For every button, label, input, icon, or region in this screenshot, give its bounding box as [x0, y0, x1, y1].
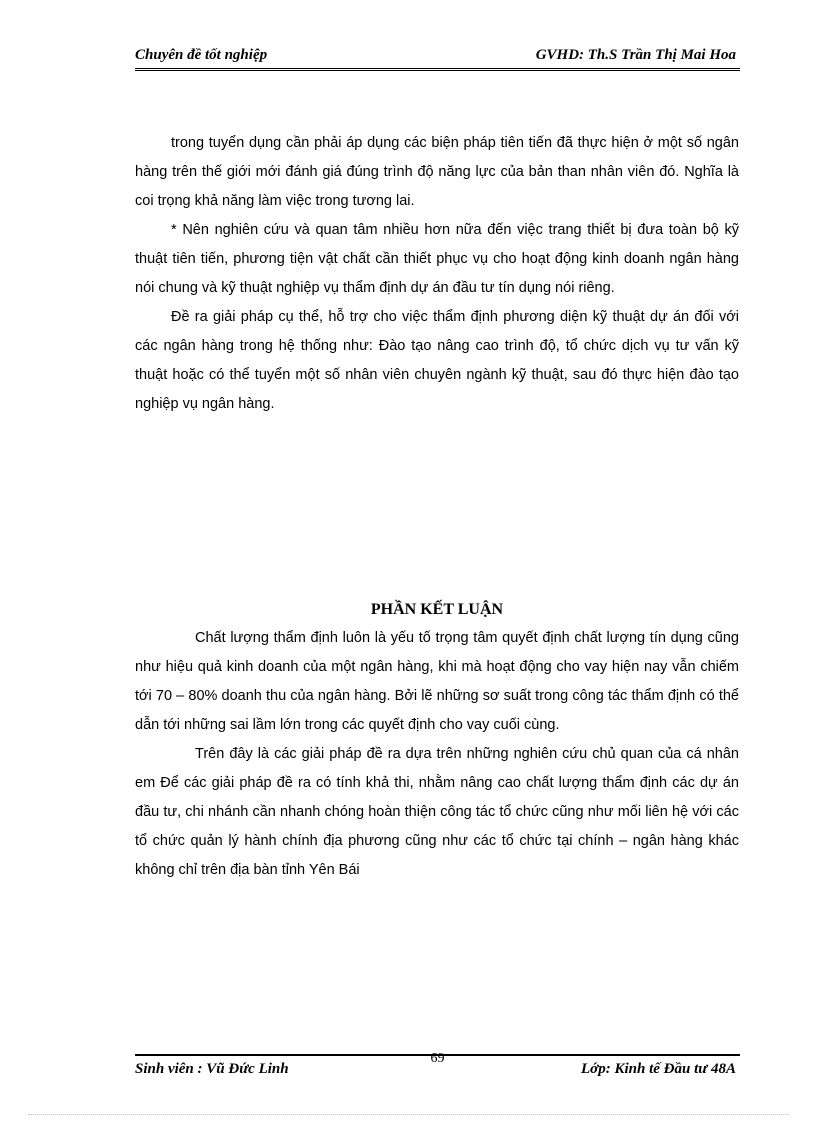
- paragraph: Chất lượng thẩm định luôn là yếu tố trọng tâm quyết định chất lượng tín dụng cũng như hiệu quả kinh doanh của một ngân hàng, khi mà hoạt động cho vay hiện nay vẫn chiếm tới 70 – 80% doanh thu của ngân hàng. Bởi lẽ những sơ suất trong công tác thẩm định có thể dẫn tới những sai lầm lớn trong các quyết định cho vay cuối cùng.: [135, 630, 739, 733]
- footer-class: Lớp: Kinh tế Đầu tư 48A: [581, 1061, 736, 1077]
- page-header: [135, 44, 740, 71]
- paragraph: Trên đây là các giải pháp đề ra dựa trên những nghiên cứu chủ quan của cá nhân em Để các giải pháp đề ra có tính khả thi, nhằm nâng cao chất lượng thẩm định các dự án đầu tư, chi nhánh cần nhanh chóng hoàn thiện công tác tổ chức cũng như mối liên hệ với các tổ chức quản lý hành chính địa phương cũng như các tổ chức tại chính – ngân hàng khác không chỉ trên địa bàn tỉnh Yên Bái: [135, 746, 739, 878]
- footer-student: Sinh viên : Vũ Đức Linh: [135, 1061, 289, 1077]
- header-document-type: Chuyên đề tốt nghiệp: [135, 47, 268, 63]
- page-number: 69: [430, 1051, 445, 1066]
- body-section-recommendations: [135, 129, 739, 419]
- paragraph: Đề ra giải pháp cụ thể, hỗ trợ cho việc thẩm định phương diện kỹ thuật dự án đối với các ngân hàng trong hệ thống như: Đào tạo nâng cao trình độ, tổ chức dịch vụ tư vấn kỹ thuật hoặc có thể tuyển một số nhân viên chuyên ngành kỹ thuật, sau đó thực hiện đào tạo nghiệp vụ ngân hàng.: [135, 309, 739, 412]
- page-boundary-divider: [28, 1114, 788, 1115]
- paragraph: * Nên nghiên cứu và quan tâm nhiều hơn nữa đến việc trang thiết bị đưa toàn bộ kỹ thuật tiên tiến, phương tiện vật chất cần thiết phục vụ cho hoạt động kinh doanh ngân hàng nói chung và kỹ thuật nghiệp vụ thẩm định dự án đầu tư tín dụng nói riêng.: [135, 222, 739, 296]
- page-footer: [135, 1051, 740, 1084]
- section-heading: PHẦN KẾT LUẬN: [370, 601, 504, 618]
- header-supervisor: GVHD: Th.S Trần Thị Mai Hoa: [535, 47, 736, 63]
- body-section-conclusion: [135, 598, 739, 885]
- paragraph: trong tuyển dụng cần phải áp dụng các biện pháp tiên tiến đã thực hiện ở một số ngân hàng trên thế giới mới đánh giá đúng trình độ năng lực của bản than nhân viên đó. Nghĩa là coi trọng khả năng làm việc trong tương lai.: [135, 135, 739, 209]
